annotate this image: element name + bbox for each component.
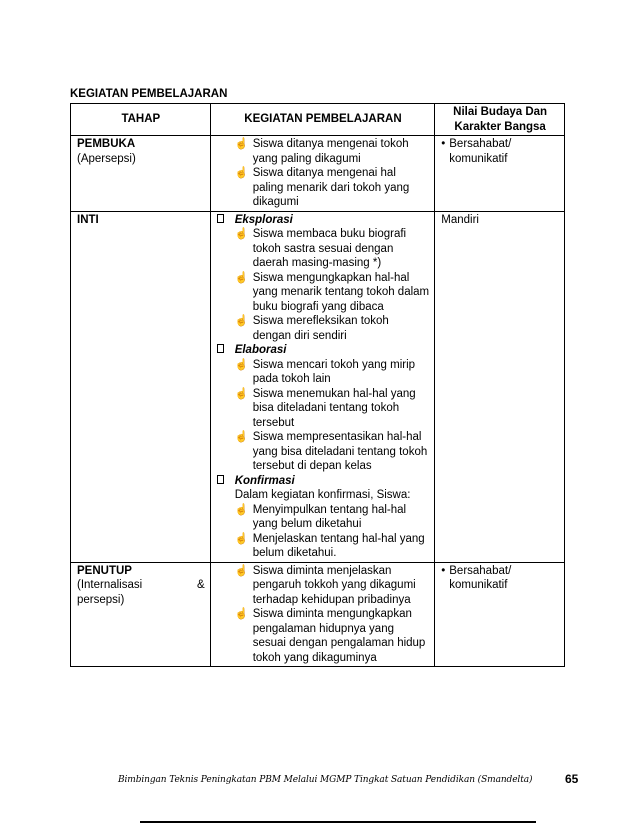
- pointing-hand-icon: ☝: [234, 271, 249, 284]
- nilai-cell-pembuka: [435, 136, 565, 212]
- list-item: ☝ Siswa mempresentasikan hal-hal yang bisa diteladani tentang tokoh tersebut di depan kelas: [234, 431, 428, 472]
- pointing-hand-icon: ☝: [234, 532, 249, 545]
- row-penutup: [71, 562, 565, 667]
- list-item: ☝ Siswa mengungkapkan hal-hal yang menarik tentang tokoh dalam buku biografi yang dibaca: [234, 271, 430, 313]
- tahap-cell-penutup: [71, 562, 211, 667]
- col-header-nilai-line1: Nilai Budaya Dan: [453, 106, 548, 118]
- tahap-cell-pembuka: [71, 136, 211, 212]
- nilai-item: • Bersahabat/ komunikatif: [441, 137, 559, 166]
- pointing-hand-icon: ☝: [234, 503, 249, 516]
- kegiatan-cell-inti: [210, 211, 435, 562]
- list-item: ☝ Siswa diminta menjelaskan pengaruh tokkoh yang dikagumi terhadap kehidupan pribadinya: [234, 564, 416, 606]
- square-bullet-icon: [217, 475, 224, 484]
- list-item: ☝ Siswa merefleksikan tokoh dengan diri sendiri: [234, 315, 389, 342]
- list-item: ☝ Siswa menemukan hal-hal yang bisa diteladani tentang tokoh tersebut: [234, 387, 416, 429]
- phase-title: Eksplorasi: [234, 213, 293, 226]
- phase-elaborasi: [217, 343, 430, 358]
- phase-konfirmasi: [217, 474, 430, 489]
- phase-title: Elaborasi: [234, 344, 287, 356]
- nilai-item: • Bersahabat/ komunikatif: [441, 564, 559, 593]
- phase-title: Konfirmasi: [234, 474, 295, 487]
- pointing-hand-icon: ☝: [234, 315, 249, 327]
- kegiatan-table: [70, 103, 565, 667]
- pointing-hand-icon: ☝: [234, 431, 249, 443]
- pointing-hand-icon: ☝: [234, 228, 249, 240]
- kegiatan-cell-penutup: [210, 562, 435, 667]
- tahap-sub: (Apersepsi): [77, 152, 136, 165]
- pointing-hand-icon: ☝: [234, 167, 249, 179]
- list-item: ☝ Siswa ditanya mengenai hal paling menarik dari tokoh yang dikagumi: [234, 167, 410, 208]
- list-item: ☝ Menyimpulkan tentang hal-hal yang belum diketahui: [234, 503, 407, 530]
- page-heading: KEGIATAN PEMBELAJARAN: [70, 88, 228, 100]
- tahap-name: PEMBUKA: [77, 138, 136, 150]
- phase-eksplorasi: [217, 213, 430, 228]
- tahap-cell-inti: [71, 211, 211, 562]
- pointing-hand-icon: ☝: [234, 608, 249, 620]
- list-item: ☝ Siswa membaca buku biografi tokoh sastra sesuai dengan daerah masing-masing *): [234, 228, 407, 269]
- pointing-hand-icon: ☝: [234, 564, 249, 577]
- list-item: ☝ Menjelaskan tentang hal-hal yang belum diketahui.: [234, 532, 425, 559]
- tahap-sub: (Internalisasi &: [77, 579, 205, 591]
- footer-divider: [140, 821, 536, 823]
- nilai-cell-penutup: [435, 562, 565, 667]
- page-footer: Bimbingan Teknis Peningkatan PBM Melalui MGMP Tingkat Satuan Pendidikan (Smandelta): [118, 775, 533, 785]
- col-header-nilai: [435, 104, 565, 136]
- nilai-cell-inti: Mandiri: [435, 211, 565, 562]
- phase-intro: Dalam kegiatan konfirmasi, Siswa:: [234, 489, 411, 501]
- col-header-nilai-line2: Karakter Bangsa: [454, 120, 546, 133]
- kegiatan-cell-pembuka: [210, 136, 435, 212]
- row-pembuka: [71, 136, 565, 212]
- square-bullet-icon: [217, 344, 224, 353]
- list-item: ☝ Siswa ditanya mengenai tokoh yang paling dikagumi: [234, 138, 409, 165]
- tahap-sub-line2: persepsi): [77, 593, 125, 606]
- col-header-kegiatan: KEGIATAN PEMBELAJARAN: [210, 104, 435, 136]
- tahap-name: PENUTUP: [77, 564, 132, 577]
- list-item: ☝ Siswa diminta mengungkapkan pengalaman hidupnya yang sesuai dengan pengalaman hidup tokoh yang dikaguminya: [234, 608, 426, 664]
- row-inti: [71, 211, 565, 562]
- tahap-name: INTI: [77, 213, 99, 226]
- square-bullet-icon: [217, 214, 224, 223]
- pointing-hand-icon: ☝: [234, 358, 249, 371]
- list-item: ☝ Siswa mencari tokoh yang mirip pada tokoh lain: [234, 358, 416, 385]
- col-header-tahap: TAHAP: [71, 104, 211, 136]
- page-number: 65: [565, 772, 579, 786]
- pointing-hand-icon: ☝: [234, 138, 249, 150]
- pointing-hand-icon: ☝: [234, 387, 249, 400]
- table-header-row: [71, 104, 565, 136]
